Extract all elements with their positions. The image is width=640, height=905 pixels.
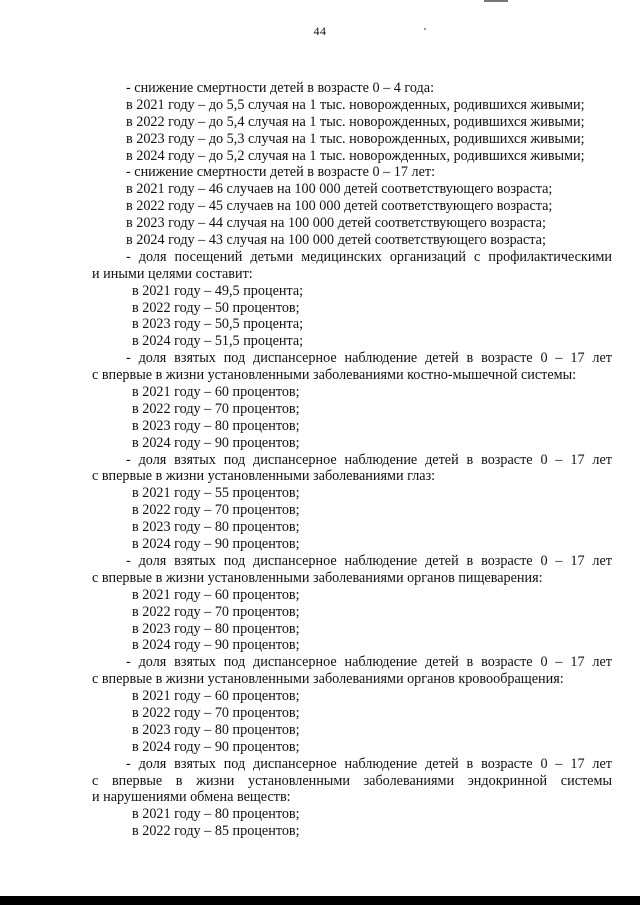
list-item: в 2024 году – до 5,2 случая на 1 тыс. новорожденных, родившихся живыми; [126, 147, 585, 164]
scan-artifact-bottom [0, 896, 640, 905]
list-item: в 2021 году – 46 случаев на 100 000 детей соответствующего возраста; [126, 181, 553, 198]
paragraph-first-line: - доля взятых под диспансерное наблюдение детей в возрасте 0 – 17 лет [126, 755, 612, 772]
list-item: в 2024 году – 43 случая на 100 000 детей соответствующего возраста; [126, 232, 546, 249]
paragraph-continuation-line: с впервые в жизни установленными заболеваниями органов кровообращения: [92, 671, 564, 688]
paragraph-first-line: - доля взятых под диспансерное наблюдение детей в возрасте 0 – 17 лет [126, 350, 612, 367]
list-item: в 2021 году – 49,5 процента; [132, 282, 304, 299]
paragraph-first-line: - доля посещений детьми медицинских организаций с профилактическими [126, 248, 612, 265]
list-item: в 2022 году – 70 процентов; [132, 400, 300, 417]
list-item: в 2024 году – 90 процентов; [132, 738, 300, 755]
paragraph-continuation-line: с впервые в жизни установленными заболеваниями костно-мышечной системы: [92, 367, 577, 384]
list-item: в 2022 году – 50 процентов; [132, 299, 300, 316]
scan-artifact-top [484, 0, 508, 2]
list-item: в 2024 году – 90 процентов; [132, 637, 300, 654]
list-item: в 2022 году – 70 процентов; [132, 603, 300, 620]
paragraph-continuation-line: с впервые в жизни установленными заболеваниями органов пищеварения: [92, 569, 543, 586]
list-item: - снижение смертности детей в возрасте 0 – 17 лет: [126, 164, 436, 181]
list-item: в 2023 году – 80 процентов; [132, 417, 300, 434]
list-item: в 2022 году – 70 процентов; [132, 502, 300, 519]
list-item: в 2022 году – до 5,4 случая на 1 тыс. новорожденных, родившихся живыми; [126, 113, 585, 130]
paragraph-middle-line: с впервые в жизни установленными заболеваниями эндокринной системы [92, 772, 612, 789]
list-item: в 2023 году – 44 случая на 100 000 детей соответствующего возраста; [126, 215, 546, 232]
list-item: в 2021 году – 60 процентов; [132, 586, 300, 603]
list-item: в 2021 году – 80 процентов; [132, 806, 300, 823]
list-item: в 2023 году – 80 процентов; [132, 620, 300, 637]
list-item: в 2021 году – 60 процентов; [132, 688, 300, 705]
list-item: в 2024 году – 51,5 процента; [132, 333, 304, 350]
list-item: в 2022 году – 70 процентов; [132, 704, 300, 721]
paragraph-first-line: - доля взятых под диспансерное наблюдение детей в возрасте 0 – 17 лет [126, 654, 612, 671]
list-item: в 2021 году – 60 процентов; [132, 384, 300, 401]
paragraph-continuation-line: и нарушениями обмена веществ: [92, 789, 291, 806]
list-item: в 2023 году – 80 процентов; [132, 519, 300, 536]
list-item: - снижение смертности детей в возрасте 0 – 4 года: [126, 80, 435, 96]
paragraph-continuation-line: и иными целями составит: [92, 265, 253, 282]
list-item: в 2022 году – 45 случаев на 100 000 детей соответствующего возраста; [126, 198, 553, 215]
document-body [92, 80, 612, 840]
paragraph-first-line: - доля взятых под диспансерное наблюдение детей в возрасте 0 – 17 лет [126, 552, 612, 569]
list-item: в 2021 году – 55 процентов; [132, 485, 300, 502]
list-item: в 2023 году – 50,5 процента; [132, 316, 304, 333]
paragraph-first-line: - доля взятых под диспансерное наблюдение детей в возрасте 0 – 17 лет [126, 451, 612, 468]
list-item: в 2024 году – 90 процентов; [132, 434, 300, 451]
paragraph-continuation-line: с впервые в жизни установленными заболеваниями глаз: [92, 468, 436, 485]
list-item: в 2022 году – 85 процентов; [132, 823, 300, 840]
page-number: 44 [313, 24, 327, 38]
list-item: в 2023 году – 80 процентов; [132, 721, 300, 738]
list-item: в 2023 году – до 5,3 случая на 1 тыс. новорожденных, родившихся живыми; [126, 130, 585, 147]
list-item: в 2024 году – 90 процентов; [132, 536, 300, 553]
list-item: в 2021 году – до 5,5 случая на 1 тыс. новорожденных, родившихся живыми; [126, 96, 585, 113]
